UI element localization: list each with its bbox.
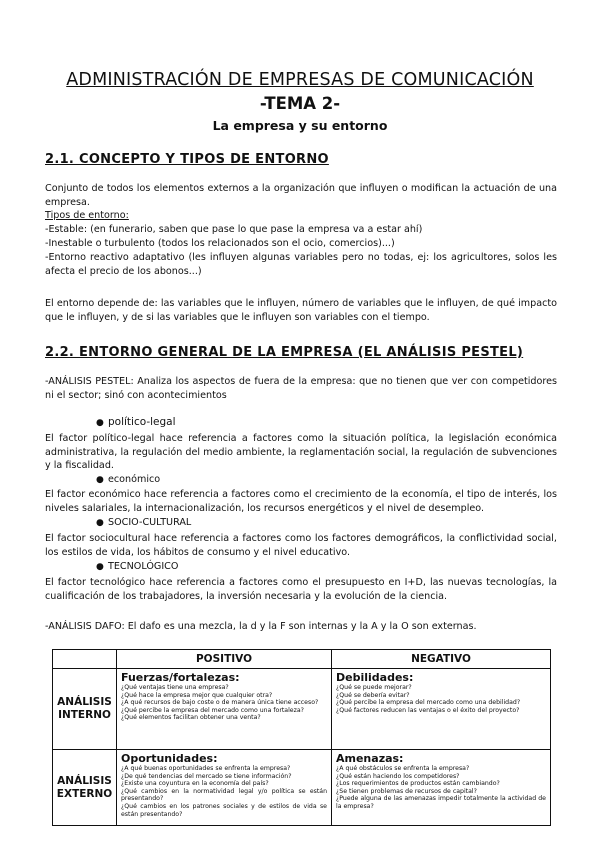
dafo-row-label-internal <box>53 669 117 750</box>
bullet-tech <box>96 561 178 572</box>
bullet-social <box>96 517 191 528</box>
dafo-header-positive: POSITIVO <box>117 650 332 669</box>
section-2-heading: 2.2. ENTORNO GENERAL DE LA EMPRESA (EL ANÁLISIS PESTEL) <box>45 345 524 360</box>
dafo-header-row <box>53 650 551 669</box>
section-1-intro: Conjunto de todos los elementos externos a la organización que influyen o modifican la actuación de una empresa. <box>45 183 557 208</box>
document-title: ADMINISTRACIÓN DE EMPRESAS DE COMUNICACIÓN <box>66 70 534 90</box>
dafo-table <box>52 649 551 826</box>
type-reactive: -Entorno reactivo adaptativo (les influyen algunas variables pero no todas, ej: los agricultores, solos les afecta el precio de los abonos...) <box>45 252 557 277</box>
bullet-economic <box>96 474 160 485</box>
bullet-dot-icon: ● <box>96 518 104 528</box>
bullet-political-label: político-legal <box>108 416 176 428</box>
dafo-corner-cell <box>53 650 117 669</box>
bullet-dot-icon: ● <box>96 475 104 485</box>
environment-depends: El entorno depende de: las variables que le influyen, número de variables que le influyen, de qué impacto que le influyen, y de si las variables que le influyen son variables con el tiempo. <box>45 298 557 323</box>
dafo-strengths-line: ¿Qué elementos facilitan obtener una venta? <box>121 714 261 722</box>
dafo-weaknesses-line: ¿Qué percibe la empresa del mercado como una debilidad? <box>336 699 521 707</box>
dafo-threats-line: ¿A qué obstáculos se enfrenta la empresa? <box>336 765 470 772</box>
dafo-weaknesses-line: ¿Qué se debería evitar? <box>336 691 410 699</box>
dafo-opportunities-line: ¿Qué cambios en los patrones sociales y de estilos de vida se están presentando? <box>121 802 327 818</box>
dafo-strengths-title: Fuerzas/fortalezas: <box>121 671 240 684</box>
bullet-dot-icon: ● <box>96 418 104 428</box>
dafo-threats-title: Amenazas: <box>336 752 404 765</box>
dafo-weaknesses-line: ¿Qué se puede mejorar? <box>336 684 412 691</box>
dafo-strengths-line: ¿A qué recursos de bajo coste o de manera única tiene acceso? <box>121 699 319 707</box>
dafo-row-label-external-line1: ANÁLISIS <box>57 774 112 787</box>
dafo-row-label-external-line2: EXTERNO <box>56 787 113 800</box>
topic-subtitle: La empresa y su entorno <box>212 118 388 133</box>
dafo-opportunities-title: Oportunidades: <box>121 752 218 765</box>
bullet-economic-label: económico <box>108 474 161 485</box>
text-social: El factor sociocultural hace referencia a factores como los factores demográficos, la conflictividad social, los estilos de vida, los hábitos de consumo y el nivel educativo. <box>45 533 557 558</box>
dafo-weaknesses-line: ¿Qué factores reducen las ventajas o el éxito del proyecto? <box>336 706 520 714</box>
dafo-opportunities-cell <box>117 750 332 826</box>
dafo-strengths-line: ¿Qué hace la empresa mejor que cualquier otra? <box>121 691 273 699</box>
dafo-threats-cell <box>332 750 551 826</box>
pestel-intro: -ANÁLISIS PESTEL: Analiza los aspectos de fuera de la empresa: que no tienen que ver con competidores ni el sector; sinó con acontecimientos <box>45 376 557 401</box>
type-unstable: -Inestable o turbulento (todos los relacionados son el ocio, comercios)...) <box>45 238 395 249</box>
topic-number: -TEMA 2- <box>259 94 341 113</box>
dafo-row-label-internal-line1: ANÁLISIS <box>57 696 112 708</box>
dafo-opportunities-line: ¿Qué cambios en la normatividad legal y/o política se están presentando? <box>121 787 327 803</box>
dafo-opportunities-line: ¿Existe una coyuntura en la economía del país? <box>121 780 269 788</box>
dafo-strengths-cell <box>117 669 332 750</box>
dafo-threats-line: ¿Qué están haciendo los competidores? <box>336 772 460 780</box>
dafo-weaknesses-cell <box>332 669 551 750</box>
dafo-header-negative: NEGATIVO <box>332 650 551 669</box>
types-label: Tipos de entorno: <box>45 210 129 221</box>
bullet-social-label: SOCIO-CULTURAL <box>108 517 192 528</box>
dafo-row-label-internal-line2: INTERNO <box>58 709 111 721</box>
section-1-heading: 2.1. CONCEPTO Y TIPOS DE ENTORNO <box>45 152 329 167</box>
dafo-row-internal <box>53 669 551 750</box>
bullet-dot-icon: ● <box>96 562 104 572</box>
dafo-row-external <box>53 750 551 826</box>
text-tech: El factor tecnológico hace referencia a factores como el presupuesto en I+D, las nuevas tecnologías, la cualificación de los trabajadores, la inversión necesaria y la evolución de la ciencia. <box>45 577 557 602</box>
dafo-threats-line: ¿Los requerimientos de productos están cambiando? <box>336 780 500 788</box>
dafo-threats-line: ¿Puede alguna de las amenazas impedir totalmente la actividad de la empresa? <box>336 795 546 810</box>
dafo-strengths-line: ¿Qué percibe la empresa del mercado como una fortaleza? <box>121 706 304 714</box>
type-stable: -Estable: (en funerario, saben que pase lo que pase la empresa va a estar ahí) <box>45 224 423 235</box>
bullet-tech-label: TECNOLÓGICO <box>108 561 179 572</box>
dafo-threats-line: ¿Se tienen problemas de recursos de capital? <box>336 787 477 795</box>
dafo-opportunities-line: ¿De qué tendencias del mercado se tiene información? <box>121 772 292 780</box>
text-economic: El factor económico hace referencia a factores como el crecimiento de la economía, el tipo de interés, los niveles salariales, la internacionalización, los recursos energéticos y el nivel de desempleo. <box>45 489 557 514</box>
dafo-opportunities-line: ¿A qué buenas oportunidades se enfrenta la empresa? <box>121 765 291 772</box>
dafo-intro: -ANÁLISIS DAFO: El dafo es una mezcla, la d y la F son internas y la A y la O son externas. <box>45 621 477 632</box>
dafo-strengths-line: ¿Qué ventajas tiene una empresa? <box>121 684 229 691</box>
dafo-weaknesses-title: Debilidades: <box>336 671 414 684</box>
text-political: El factor político-legal hace referencia a factores como la situación política, la legislación económica administrativa, la regulación del medio ambiente, la reglamentación social, la regulación de subvenciones y la fiscalidad. <box>45 433 557 471</box>
bullet-political <box>96 416 176 428</box>
dafo-row-label-external <box>53 750 117 826</box>
